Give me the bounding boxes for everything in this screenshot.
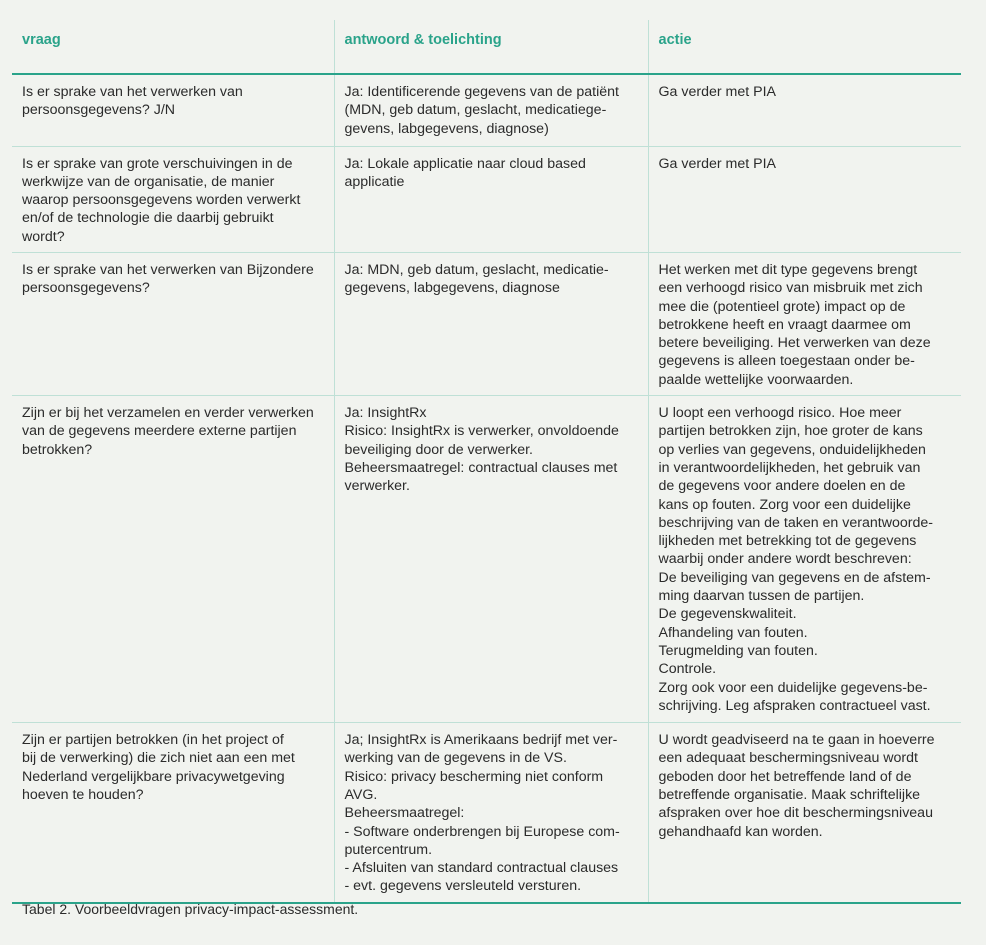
cell-line: Ga verder met PIA xyxy=(658,155,776,172)
cell-line: Nederland vergelijkbare privacywetgeving xyxy=(22,768,285,785)
cell-line: lijkheden met betrekking tot de gegevens xyxy=(658,533,917,550)
cell-line: paalde wettelijke voorwaarden. xyxy=(658,371,854,388)
cell-antwoord xyxy=(334,396,648,723)
cell-line: werking van de gegevens in de VS. xyxy=(344,750,567,767)
cell-actie xyxy=(648,723,961,903)
cell-line: Afhandeling van fouten. xyxy=(658,624,808,641)
cell-line: beveiliging door de verwerker. xyxy=(344,441,533,458)
cell-antwoord xyxy=(334,252,648,395)
cell-line: applicatie xyxy=(344,173,405,190)
cell-line: op verlies van gegevens, onduidelijkheden xyxy=(658,441,926,458)
cell-line: partijen betrokken zijn, hoe groter de kans xyxy=(658,423,923,440)
cell-vraag xyxy=(12,74,334,146)
cell-line: U wordt geadviseerd na te gaan in hoeverre xyxy=(658,732,935,749)
cell-line: Ja: MDN, geb datum, geslacht, medicatie- xyxy=(344,261,609,278)
header-antwoord: antwoord & toelichting xyxy=(334,20,648,74)
cell-line: Beheersmaatregel: contractual clauses met xyxy=(344,459,618,476)
cell-line: putercentrum. xyxy=(344,841,433,858)
cell-line: kans op fouten. Zorg voor een duidelijke xyxy=(658,496,911,513)
cell-line: Is er sprake van het verwerken van Bijzondere xyxy=(22,261,314,278)
cell-line: verwerker. xyxy=(344,478,410,495)
cell-actie xyxy=(648,74,961,146)
cell-antwoord xyxy=(334,74,648,146)
table-row xyxy=(12,74,961,146)
cell-line: gegevens, labgegevens, diagnose xyxy=(344,280,560,297)
cell-line: Beheersmaatregel: xyxy=(344,805,465,822)
cell-line: Zijn er partijen betrokken (in het project of xyxy=(22,732,284,749)
cell-vraag xyxy=(12,396,334,723)
cell-line: betrokkene heeft en vraagt daarmee om xyxy=(658,316,911,333)
cell-line: een adequaat beschermingsniveau wordt xyxy=(658,750,918,767)
cell-line: werkwijze van de organisatie, de manier xyxy=(22,173,275,190)
cell-line: - Software onderbrengen bij Europese com- xyxy=(344,823,620,840)
cell-line: Zijn er bij het verzamelen en verder verwerken xyxy=(22,405,314,422)
cell-actie xyxy=(648,252,961,395)
pia-table xyxy=(12,20,961,904)
cell-line: Ja: Lokale applicatie naar cloud based xyxy=(344,155,586,172)
cell-antwoord xyxy=(334,146,648,252)
cell-vraag xyxy=(12,146,334,252)
cell-line: waarbij onder andere wordt beschreven: xyxy=(658,551,912,568)
cell-line: en/of de technologie die daarbij gebruikt xyxy=(22,210,274,227)
table-row xyxy=(12,252,961,395)
cell-line: Is er sprake van grote verschuivingen in de xyxy=(22,155,293,172)
cell-line: - Afsluiten van standard contractual clauses xyxy=(344,860,619,877)
table-row xyxy=(12,723,961,903)
cell-line: Terugmelding van fouten. xyxy=(658,642,818,659)
cell-line: wordt? xyxy=(22,228,65,245)
cell-line: schrijving. Leg afspraken contractueel vast. xyxy=(658,697,931,714)
cell-line: beschrijving van de taken en verantwoorde- xyxy=(658,514,933,531)
cell-line: Ja: Identificerende gegevens van de patiënt xyxy=(344,84,619,100)
cell-vraag xyxy=(12,252,334,395)
cell-actie xyxy=(648,146,961,252)
cell-line: Zorg ook voor een duidelijke gegevens-be- xyxy=(658,679,928,696)
header-row xyxy=(12,20,961,74)
cell-line: De gegevenskwaliteit. xyxy=(658,606,797,623)
cell-line: Het werken met dit type gegevens brengt xyxy=(658,261,918,278)
cell-line: van de gegevens meerdere externe partijen xyxy=(22,423,297,440)
cell-line: Is er sprake van het verwerken van xyxy=(22,84,243,100)
cell-line: geboden door het betreffende land of de xyxy=(658,768,912,785)
cell-line: Risico: InsightRx is verwerker, onvoldoende xyxy=(344,423,619,440)
cell-line: de gegevens voor andere doelen en de xyxy=(658,478,906,495)
cell-line: een verhoogd risico van misbruik met zich xyxy=(658,280,923,297)
cell-line: De beveiliging van gegevens en de afstem- xyxy=(658,569,931,586)
cell-line: afspraken over hoe dit beschermingsniveau xyxy=(658,805,933,822)
cell-line: persoonsgegevens? xyxy=(22,280,150,297)
header-vraag: vraag xyxy=(12,20,334,74)
cell-line: betrokken? xyxy=(22,441,93,458)
header-actie: actie xyxy=(648,20,961,74)
cell-line: persoonsgegevens? J/N xyxy=(22,102,176,119)
cell-line: betreffende organisatie. Maak schriftelijke xyxy=(658,786,921,803)
cell-line: waarop persoonsgegevens worden verwerkt xyxy=(22,192,301,209)
cell-actie xyxy=(648,396,961,723)
cell-line: AVG. xyxy=(344,786,378,803)
cell-antwoord xyxy=(334,723,648,903)
table-row xyxy=(12,396,961,723)
cell-line: mee die (potentieel grote) impact op de xyxy=(658,298,906,315)
cell-vraag xyxy=(12,723,334,903)
cell-line: Ja; InsightRx is Amerikaans bedrijf met ver- xyxy=(344,732,618,749)
table-row xyxy=(12,146,961,252)
table-caption: Tabel 2. Voorbeeldvragen privacy-impact-assessment. xyxy=(22,901,359,917)
cell-line: (MDN, geb datum, geslacht, medicatiege- xyxy=(344,102,607,119)
cell-line: Ga verder met PIA xyxy=(658,84,776,100)
cell-line: U loopt een verhoogd risico. Hoe meer xyxy=(658,405,902,422)
cell-line: gehandhaafd kan worden. xyxy=(658,823,823,840)
cell-line: Ja: InsightRx xyxy=(344,405,427,422)
cell-line: in verantwoordelijkheden, het gebruik van xyxy=(658,459,921,476)
cell-line: gegevens is alleen toegestaan onder be- xyxy=(658,353,915,370)
cell-line: hoeven te houden? xyxy=(22,786,144,803)
cell-line: bij de verwerking) die zich niet aan een met xyxy=(22,750,295,767)
cell-line: gevens, labgegevens, diagnose) xyxy=(344,120,549,137)
cell-line: - evt. gegevens versleuteld versturen. xyxy=(344,878,582,895)
cell-line: Controle. xyxy=(658,661,717,678)
cell-line: betere beveiliging. Het verwerken van deze xyxy=(658,335,931,352)
cell-line: ming daarvan tussen de partijen. xyxy=(658,588,865,605)
cell-line: Risico: privacy bescherming niet conform xyxy=(344,768,604,785)
